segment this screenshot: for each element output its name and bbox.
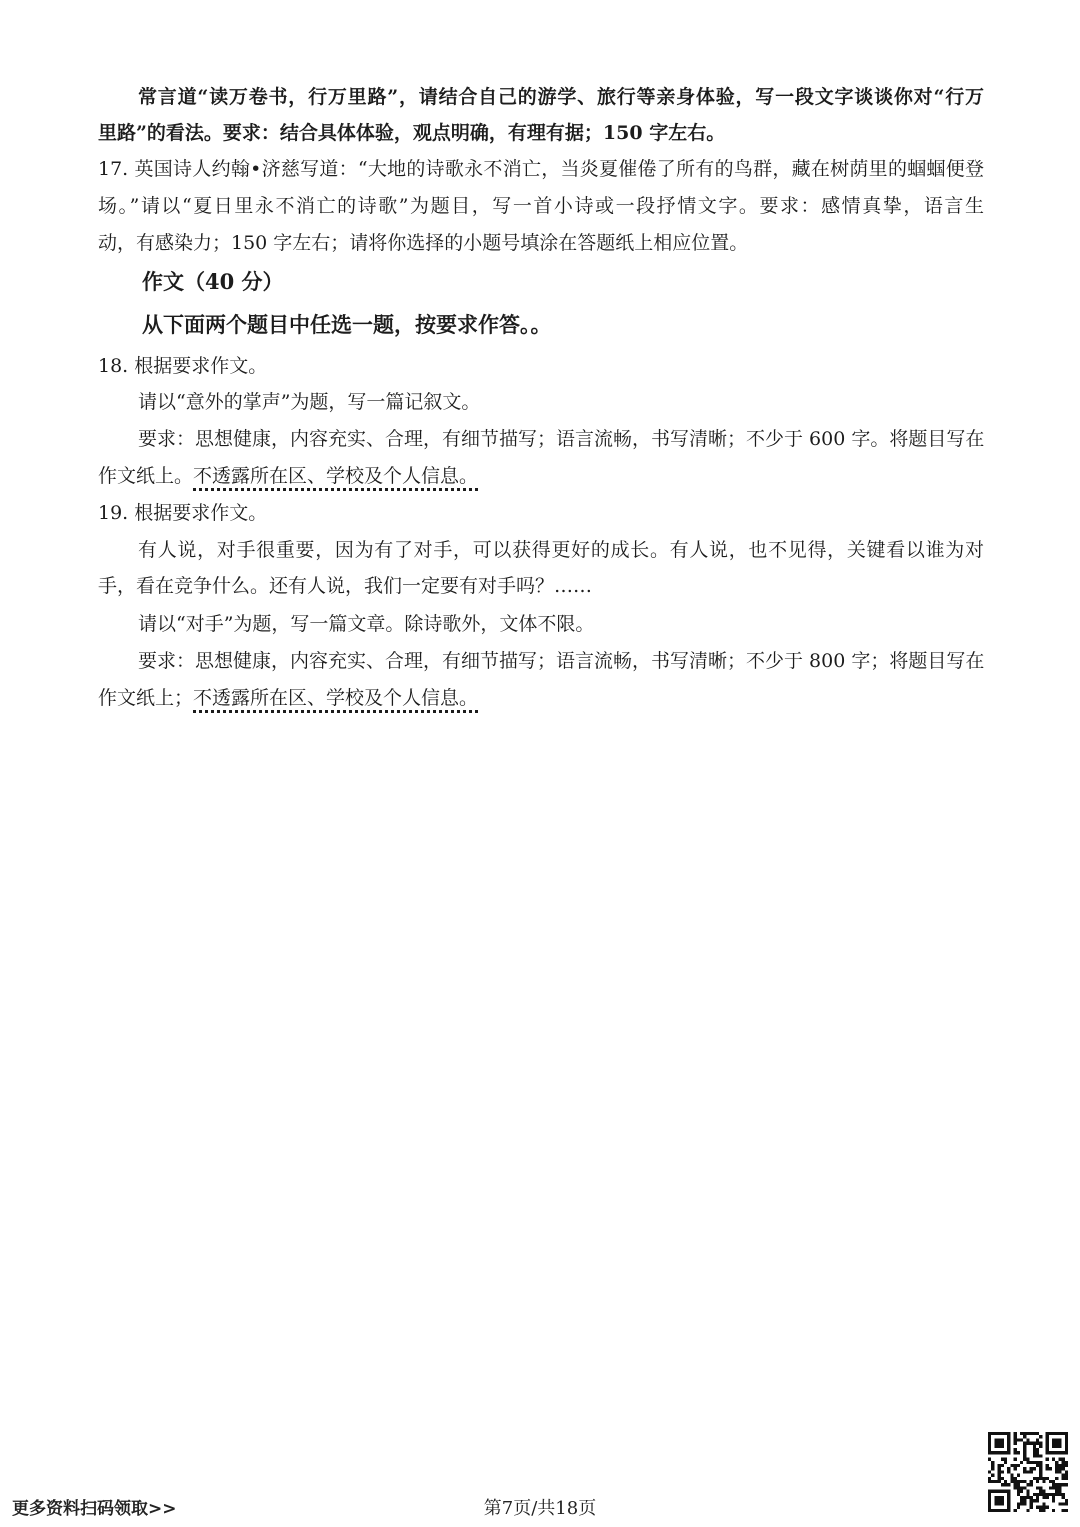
essay-instruction: 从下面两个题目中任选一题，按要求作答。。 xyxy=(142,312,552,337)
q19-material-line-2: 手，看在竞争什么。还有人说，我们一定要有对手吗？…… xyxy=(98,575,593,597)
qr-code-icon[interactable] xyxy=(988,1432,1068,1512)
q19-material-line-1: 有人说，对手很重要，因为有了对手，可以获得更好的成长。有人说，也不见得，关键看以谁为对 xyxy=(138,539,984,561)
footer-promo-text[interactable]: 更多资料扫码领取>> xyxy=(12,1499,177,1519)
page-number: 第7页/共18页 xyxy=(483,1498,597,1519)
q18-requirement-text: 作文纸上。 xyxy=(98,465,194,487)
q17-prompt-line-2: 场。”请以“夏日里永不消亡的诗歌”为题目，写一首小诗或一段抒情文字。要求：感情真挚，语言生 xyxy=(98,195,984,217)
q19-number: 19. 根据要求作文。 xyxy=(98,502,268,524)
q18-prompt: 请以“意外的掌声”为题，写一篇记叙文。 xyxy=(138,391,481,413)
q16-prompt-line-2: 里路”的看法。要求：结合具体体验，观点明确，有理有据；150 字左右。 xyxy=(98,122,726,144)
q19-requirement-text: 作文纸上； xyxy=(98,687,194,709)
essay-heading: 作文（40 分） xyxy=(142,269,284,294)
q17-prompt-line-1: 17. 英国诗人约翰•济慈写道：“大地的诗歌永不消亡，当炎夏催倦了所有的鸟群，藏在树荫里的蝈蝈便登 xyxy=(98,158,984,180)
q17-prompt-line-3: 动，有感染力；150 字左右；请将你选择的小题号填涂在答题纸上相应位置。 xyxy=(98,232,749,254)
q16-prompt-line-1: 常言道“读万卷书，行万里路”，请结合自己的游学、旅行等亲身体验，写一段文字谈谈你对“行万 xyxy=(138,86,984,108)
q18-requirement-line-1: 要求：思想健康，内容充实、合理，有细节描写；语言流畅，书写清晰；不少于 600 字。将题目写在 xyxy=(138,428,985,450)
q19-requirement-line-2 xyxy=(98,680,984,716)
q18-privacy-emphasis: 不透露所在区、学校及个人信息。 xyxy=(193,465,479,487)
q19-privacy-emphasis: 不透露所在区、学校及个人信息。 xyxy=(193,687,479,709)
q18-requirement-line-2 xyxy=(98,458,984,494)
q18-number: 18. 根据要求作文。 xyxy=(98,355,268,377)
q19-requirement-line-1: 要求：思想健康，内容充实、合理，有细节描写；语言流畅，书写清晰；不少于 800 字；将题目写在 xyxy=(138,650,985,672)
q19-prompt: 请以“对手”为题，写一篇文章。除诗歌外，文体不限。 xyxy=(138,613,595,635)
